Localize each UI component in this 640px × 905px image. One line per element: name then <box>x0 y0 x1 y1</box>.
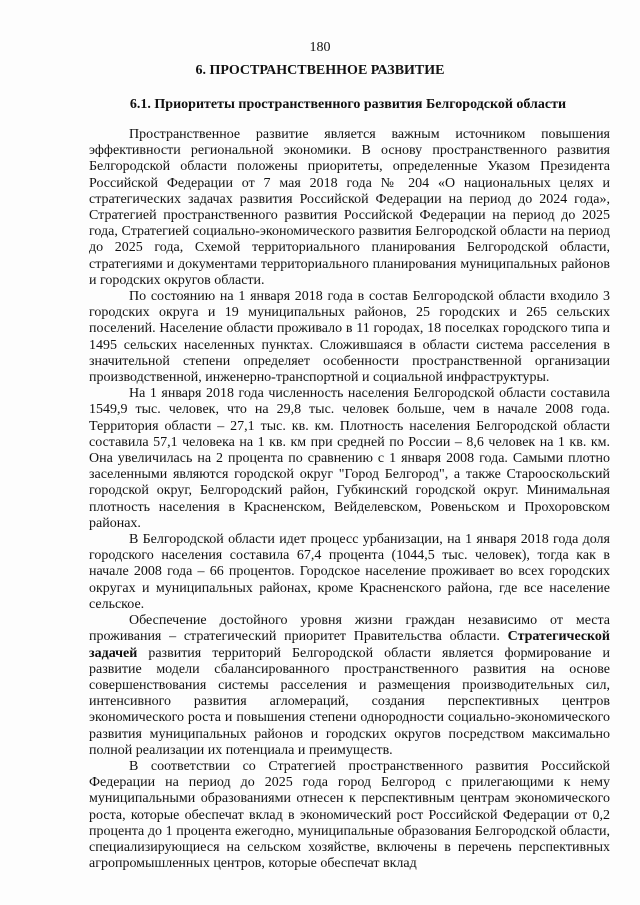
subsection-title: 6.1. Приоритеты пространственного развития Белгородской области <box>129 97 567 112</box>
paragraph <box>89 613 610 759</box>
paragraph <box>89 289 610 386</box>
section-title: 6. ПРОСТРАНСТВЕННОЕ РАЗВИТИЕ <box>195 63 445 78</box>
paragraph <box>89 127 610 289</box>
paragraph-text: Пространственное развитие является важным источником повышения эффективности региональной экономики. В основу пространственного развития Белгородской области положены приоритеты, определенные Указом Президента Российской Федерации от 7 мая 2018 года № 204 «О национальных целях и стратегических задачах развития Российской Федерации на период до 2024 года», Стратегией пространственного развития Российской Федерации на период до 2025 года, Стратегией социально-экономического развития Белгородской области на период до 2025 года, Схемой территориального планирования Белгородской области, стратегиями и документами территориального планирования муниципальных районов и городских округов области. <box>89 127 610 288</box>
paragraph-bold-text: Стратегической задачей <box>89 629 610 661</box>
paragraph-text: В Белгородской области идет процесс урбанизации, на 1 января 2018 года доля городского населения составила 67,4 процента (1044,5 тыс. человек), тогда как в начале 2008 года – 66 процентов. Городское население проживает во всех городских округах и муниципальных районах, кроме Красненского района, где все население сельское. <box>89 532 610 612</box>
paragraph-text: По состоянию на 1 января 2018 года в состав Белгородской области входило 3 городских округа и 19 муниципальных районов, 25 городских и 265 сельских поселений. Население области проживало в 11 городах, 18 поселках городского типа и 1495 сельских населенных пунктах. Сложившаяся в области система расселения в значительной степени определяет особенности пространственной организации производственной, инженерно-транспортной и социальной инфраструктуры. <box>89 289 610 386</box>
paragraph <box>89 532 610 613</box>
paragraph <box>89 386 610 532</box>
paragraph-text: Обеспечение достойного уровня жизни граждан независимо от места проживания – стратегический приоритет Правительства области. <box>89 613 610 645</box>
paragraph-text: На 1 января 2018 года численность населения Белгородской области составила 1549,9 тыс. человек, что на 29,8 тыс. человек больше, чем в начале 2008 года. Территория области – 27,1 тыс. кв. км. Плотность населения Белгородской области составила 57,1 человека на 1 кв. км при средней по России – 8,6 человек на 1 кв. км. Она увеличилась на 2 процента по сравнению с 1 января 2008 года. Самыми плотно заселенными являются городской округ "Город Белгород", а также Старооскольский городской округ, Белгородский район, Губкинский городской округ. Минимальная плотность населения в Красненском, Вейделевском, Ровеньском и Прохоровском районах. <box>89 386 610 531</box>
paragraph-text: развития территорий Белгородской области является формирование и развитие модели сбалансированного пространственного развития на основе совершенствования системы расселения и размещения производительных сил, интенсивного развития агломераций, создания перспективных центров экономического роста и повышения степени однородности социально-экономического развития муниципальных районов и городских округов посредством максимально полной реализации их потенциала и преимуществ. <box>89 645 610 758</box>
page-number: 180 <box>309 40 331 55</box>
paragraph <box>89 759 610 872</box>
body-text <box>89 127 610 872</box>
paragraph-text: В соответствии со Стратегией пространственного развития Российской Федерации на период до 2025 года город Белгород с прилегающими к нему муниципальными образованиями отнесен к перспективным центрам экономического роста, которые обеспечат вклад в экономический рост Российской Федерации от 0,2 процента до 1 процента ежегодно, муниципальные образования Белгородской области, специализирующиеся на сельском хозяйстве, включены в перечень перспективных агропромышленных центров, которые обеспечат вклад <box>89 758 610 872</box>
